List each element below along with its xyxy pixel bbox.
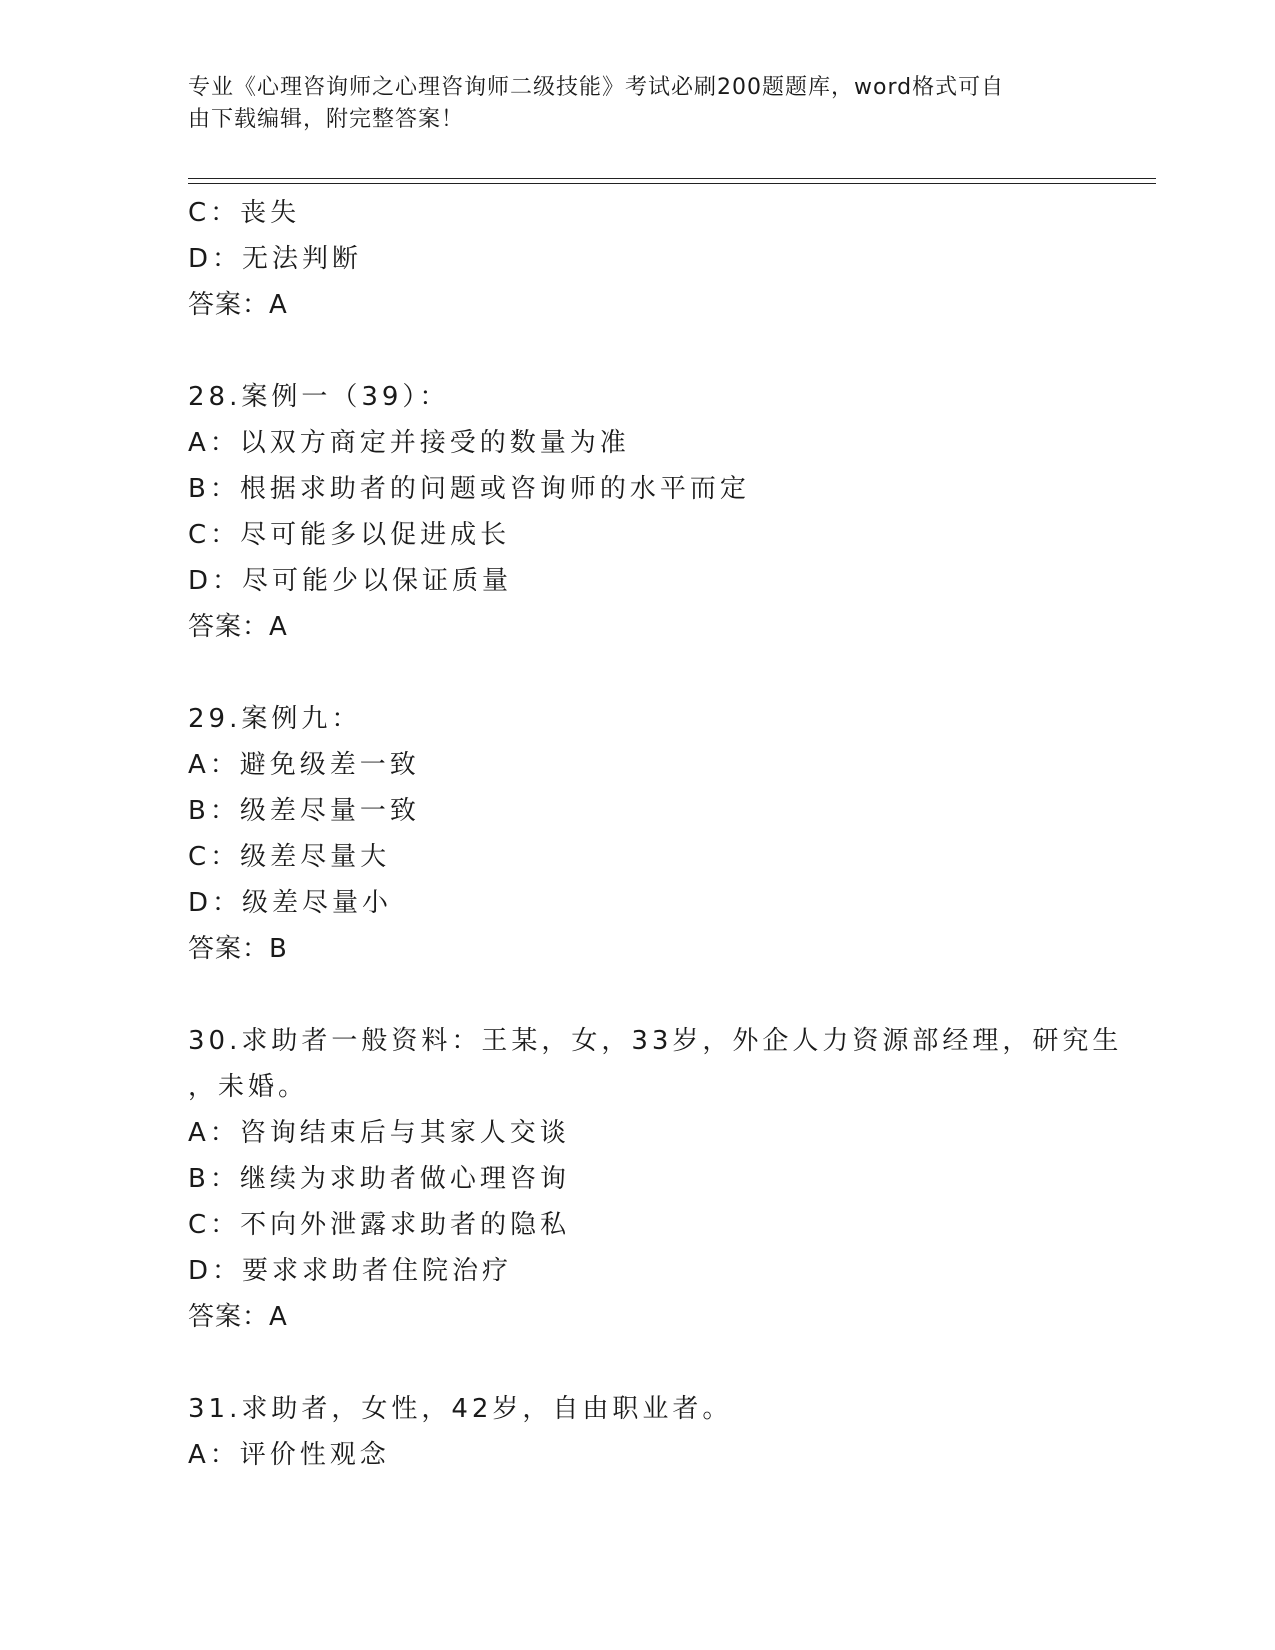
- option-a: A：以双方商定并接受的数量为准: [188, 428, 630, 458]
- option-a: A：评价性观念: [188, 1440, 390, 1470]
- header-line-2: 由下载编辑，附完整答案！: [188, 107, 465, 132]
- answer-line: 答案：A: [188, 612, 288, 642]
- option-b: B：根据求助者的问题或咨询师的水平而定: [188, 474, 750, 504]
- question-title: 28.案例一（39）：: [188, 382, 450, 412]
- option-d: D：无法判断: [188, 244, 363, 274]
- document-header: [188, 72, 1068, 136]
- header-rule-bottom: [188, 183, 1156, 184]
- option-c: C：级差尽量大: [188, 842, 391, 872]
- option-a: A：咨询结束后与其家人交谈: [188, 1118, 570, 1148]
- option-d: D：尽可能少以保证质量: [188, 566, 513, 596]
- option-d: D：要求求助者住院治疗: [188, 1256, 513, 1286]
- question-29: [188, 696, 1088, 972]
- question-30: [188, 1018, 1123, 1340]
- option-b: B：继续为求助者做心理咨询: [188, 1164, 570, 1194]
- document-body: [188, 190, 1123, 1478]
- option-c: C：尽可能多以促进成长: [188, 520, 511, 550]
- continued-question: [188, 190, 1088, 328]
- header-rule-top: [188, 178, 1156, 179]
- question-title: 29.案例九：: [188, 704, 362, 734]
- option-c: C：丧失: [188, 198, 301, 228]
- option-b: B：级差尽量一致: [188, 796, 420, 826]
- answer-line: 答案：B: [188, 934, 288, 964]
- option-a: A：避免级差一致: [188, 750, 420, 780]
- option-d: D：级差尽量小: [188, 888, 393, 918]
- question-31: [188, 1386, 1088, 1478]
- answer-line: 答案：A: [188, 1302, 288, 1332]
- question-title-line-1: 30.求助者一般资料：王某，女，33岁，外企人力资源部经理，研究生: [188, 1026, 1123, 1056]
- question-title-line-2: ，未婚。: [188, 1072, 309, 1102]
- answer-line: 答案：A: [188, 290, 288, 320]
- option-c: C：不向外泄露求助者的隐私: [188, 1210, 571, 1240]
- question-title: 31.求助者，女性，42岁，自由职业者。: [188, 1394, 733, 1424]
- question-28: [188, 374, 1088, 650]
- header-line-1: 专业《心理咨询师之心理咨询师二级技能》考试必刷200题题库，word格式可自: [188, 75, 1005, 100]
